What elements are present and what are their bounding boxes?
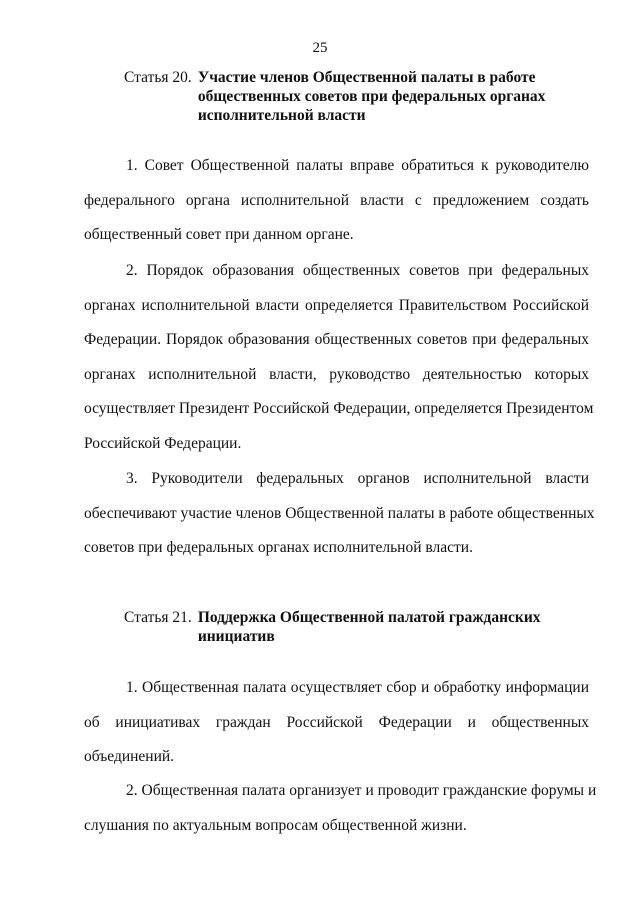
text-line: 2. Порядок образования общественных советов при федеральных <box>126 262 589 279</box>
text-line: об инициативах граждан Российской Федерации и общественных <box>84 713 589 731</box>
article-20-title-line: Участие членов Общественной палаты в работе <box>197 69 536 86</box>
text-line: осуществляет Президент Российской Федерации, определяется Президентом <box>84 400 594 417</box>
article-21-title-line: Поддержка Общественной палатой гражданских <box>197 609 541 626</box>
text-line: 1. Совет Общественной палаты вправе обратиться к руководителю <box>126 157 589 174</box>
article-20-title-line: общественных советов при федеральных органах <box>197 88 546 105</box>
article-20-heading <box>124 68 545 125</box>
text-line: объединений. <box>84 748 175 765</box>
article-20-title <box>198 68 546 125</box>
article-21-paragraph-1 <box>84 671 589 775</box>
text-line: слушания по актуальным вопросам общественной жизни. <box>84 816 467 834</box>
article-21-label: Статья 21. <box>124 609 192 626</box>
text-line: 2. Общественная палата организует и проводит гражданские форумы и <box>126 782 597 799</box>
text-line: Российской Федерации. <box>84 434 242 452</box>
text-line: обеспечивают участие членов Общественной палаты в работе общественных <box>84 504 595 522</box>
article-20-paragraph-2 <box>84 254 594 461</box>
page-number: 25 <box>312 40 328 56</box>
article-21-paragraph-2 <box>84 774 597 843</box>
text-line: Федерации. Порядок образования общественных советов при федеральных <box>84 331 589 348</box>
article-20-paragraph-3 <box>84 462 595 566</box>
article-21-heading <box>124 608 541 646</box>
article-20-label: Статья 20. <box>124 69 192 86</box>
text-line: федерального органа исполнительной власти с предложением создать <box>84 191 589 209</box>
text-line: органах исполнительной власти, руководство деятельностью которых <box>84 365 589 383</box>
article-20-title-line: исполнительной власти <box>197 107 366 124</box>
article-21-title <box>198 608 541 646</box>
text-line: органах исполнительной власти определяется Правительством Российской <box>84 296 589 314</box>
article-21-title-line: инициатив <box>197 628 275 645</box>
text-line: 1. Общественная палата осуществляет сбор и обработку информации <box>126 679 589 696</box>
text-line: общественный совет при данном органе. <box>84 226 354 243</box>
text-line: 3. Руководители федеральных органов исполнительной власти <box>126 470 589 487</box>
text-line: советов при федеральных органах исполнительной власти. <box>84 539 473 556</box>
article-20-paragraph-1 <box>84 149 589 253</box>
